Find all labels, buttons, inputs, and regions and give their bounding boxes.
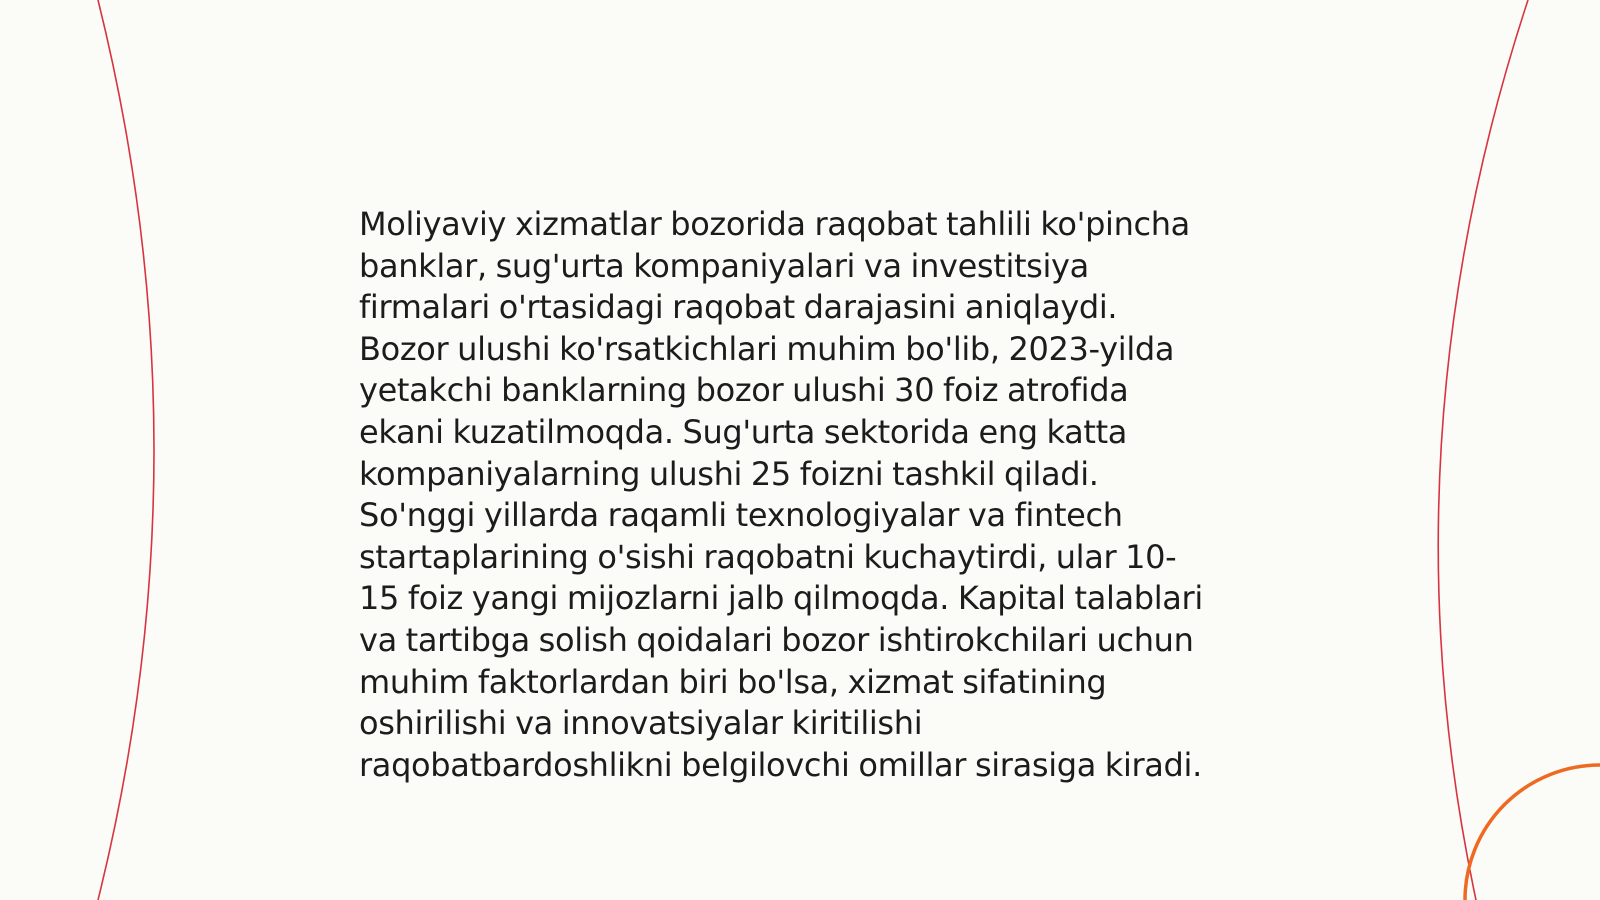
body-line: So'nggi yillarda raqamli texnologiyalar va fintech [359, 496, 1123, 535]
body-line: Moliyaviy xizmatlar bozorida raqobat tahlili ko'pincha [359, 205, 1190, 243]
right-arc-line [1438, 0, 1528, 900]
body-line: Bozor ulushi ko'rsatkichlari muhim bo'lib, 2023-yilda [359, 329, 1175, 368]
orange-circle-arc [1465, 765, 1600, 900]
body-line: oshirilishi va innovatsiyalar kiritilishi [359, 704, 923, 743]
body-line: kompaniyalarning ulushi 25 foizni tashkil qiladi. [359, 454, 1099, 493]
body-line: firmalari o'rtasidagi raqobat darajasini aniqlaydi. [359, 288, 1118, 327]
body-line: banklar, sug'urta kompaniyalari va investitsiya [359, 246, 1089, 285]
body-line: va tartibga solish qoidalari bozor ishtirokchilari uchun [359, 620, 1194, 659]
body-line: muhim faktorlardan biri bo'lsa, xizmat sifatining [359, 662, 1107, 701]
body-line: yetakchi banklarning bozor ulushi 30 foiz atrofida [359, 371, 1129, 410]
body-line: 15 foiz yangi mijozlarni jalb qilmoqda. Kapital talablari [359, 579, 1203, 618]
left-arc-line [98, 0, 154, 900]
body-line: startaplarining o'sishi raqobatni kuchaytirdi, ular 10- [359, 537, 1177, 576]
body-text [359, 204, 1259, 786]
body-line: ekani kuzatilmoqda. Sug'urta sektorida eng katta [359, 412, 1128, 451]
body-line: raqobatbardoshlikni belgilovchi omillar sirasiga kiradi. [359, 745, 1202, 784]
